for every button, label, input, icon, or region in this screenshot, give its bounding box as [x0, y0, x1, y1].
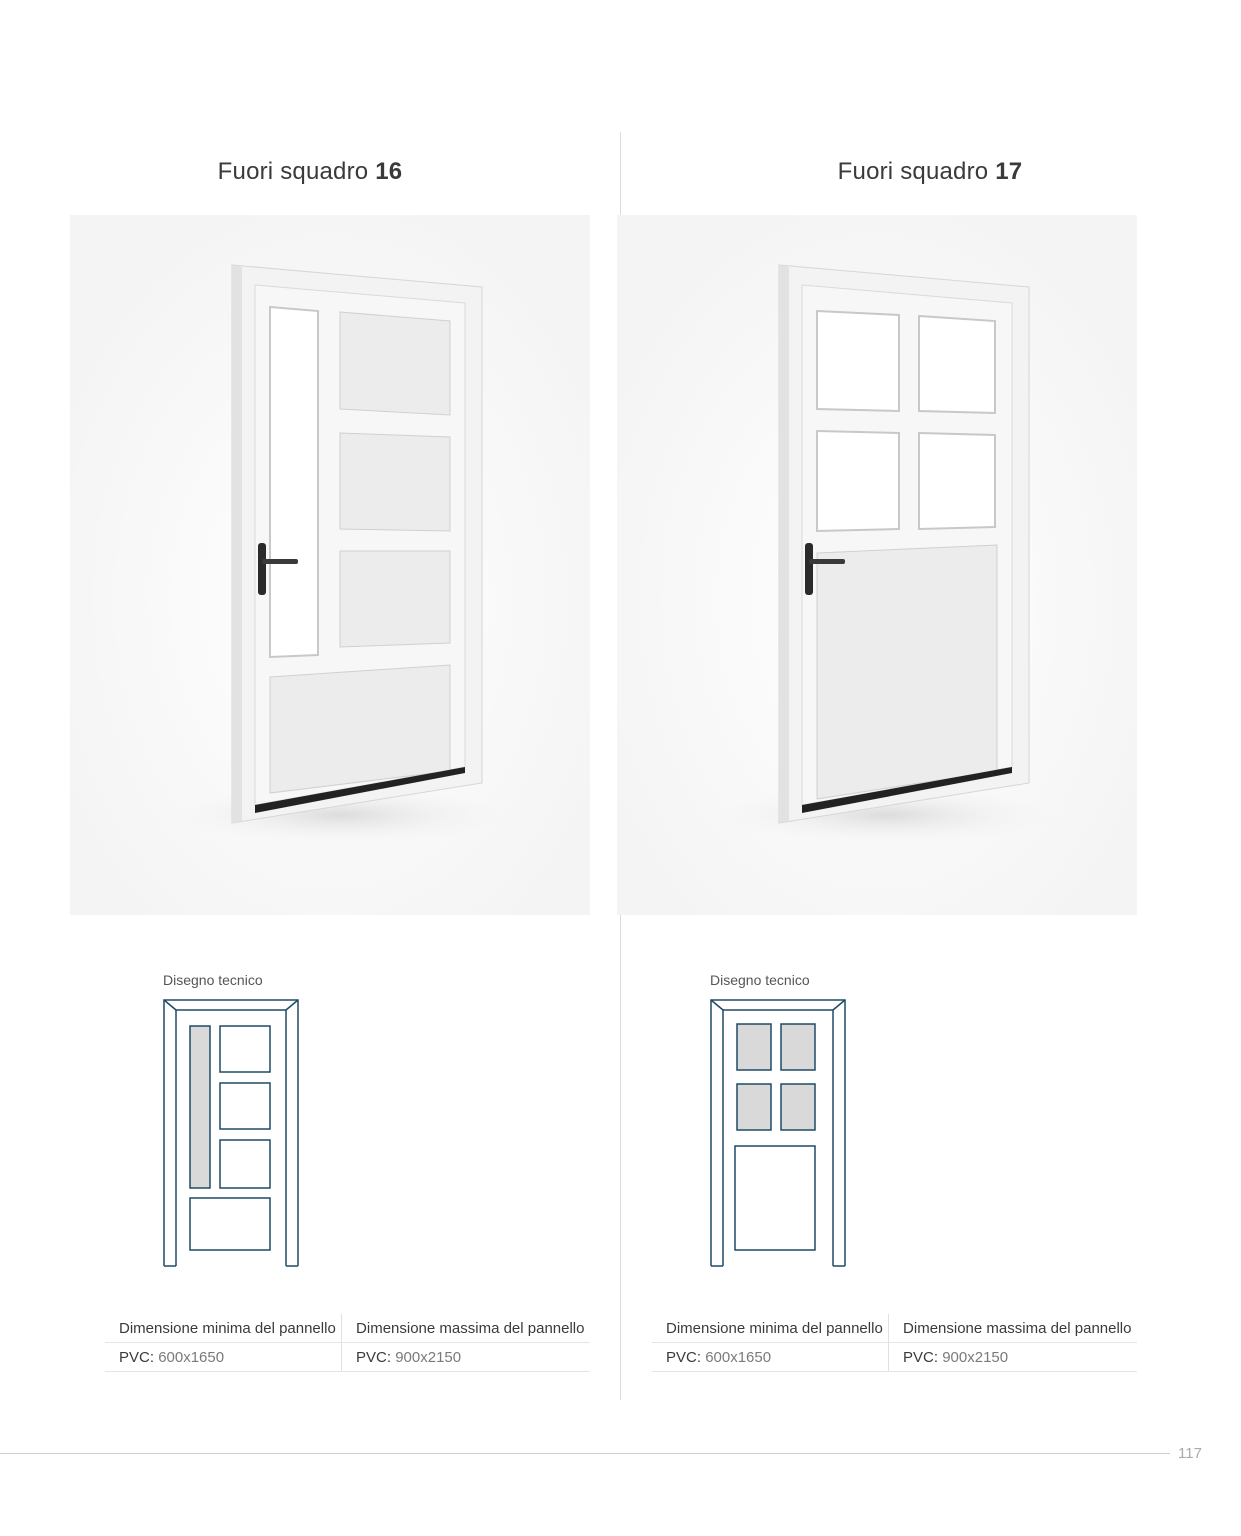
- title-prefix: Fuori squadro: [217, 158, 369, 185]
- spec-value-min: [652, 1343, 889, 1372]
- material-label: PVC:: [903, 1349, 939, 1366]
- spec-header-max: Dimensione massima del pannello: [342, 1314, 590, 1343]
- technical-drawing-17: [709, 996, 849, 1268]
- footer-rule: [0, 1453, 1170, 1454]
- door-photo-17: [617, 215, 1137, 915]
- spec-header-max: Dimensione massima del pannello: [889, 1314, 1137, 1343]
- spec-value-max: [342, 1343, 590, 1372]
- product-17: [620, 0, 1240, 1420]
- dimension-value: 600x1650: [158, 1349, 225, 1366]
- product-title: [620, 158, 1240, 186]
- page-number: 117: [1178, 1445, 1202, 1462]
- title-number: 16: [375, 158, 403, 185]
- dimension-value: 900x2150: [395, 1349, 462, 1366]
- material-label: PVC:: [666, 1349, 702, 1366]
- door-photo-16: [70, 215, 590, 915]
- spec-value-min: [105, 1343, 342, 1372]
- title-number: 17: [995, 158, 1023, 185]
- drawing-label: Disegno tecnico: [163, 972, 263, 988]
- technical-drawing-16: [162, 996, 302, 1268]
- spec-value-max: [889, 1343, 1137, 1372]
- drawing-label: Disegno tecnico: [710, 972, 810, 988]
- spec-header-min: Dimensione minima del pannello: [105, 1314, 342, 1343]
- dimension-value: 600x1650: [705, 1349, 772, 1366]
- spec-table: [652, 1314, 1137, 1372]
- spec-table: [105, 1314, 590, 1372]
- product-16: [0, 0, 620, 1420]
- dimension-value: 900x2150: [942, 1349, 1009, 1366]
- title-prefix: Fuori squadro: [837, 158, 989, 185]
- material-label: PVC:: [119, 1349, 155, 1366]
- spec-header-min: Dimensione minima del pannello: [652, 1314, 889, 1343]
- material-label: PVC:: [356, 1349, 392, 1366]
- product-title: [0, 158, 620, 186]
